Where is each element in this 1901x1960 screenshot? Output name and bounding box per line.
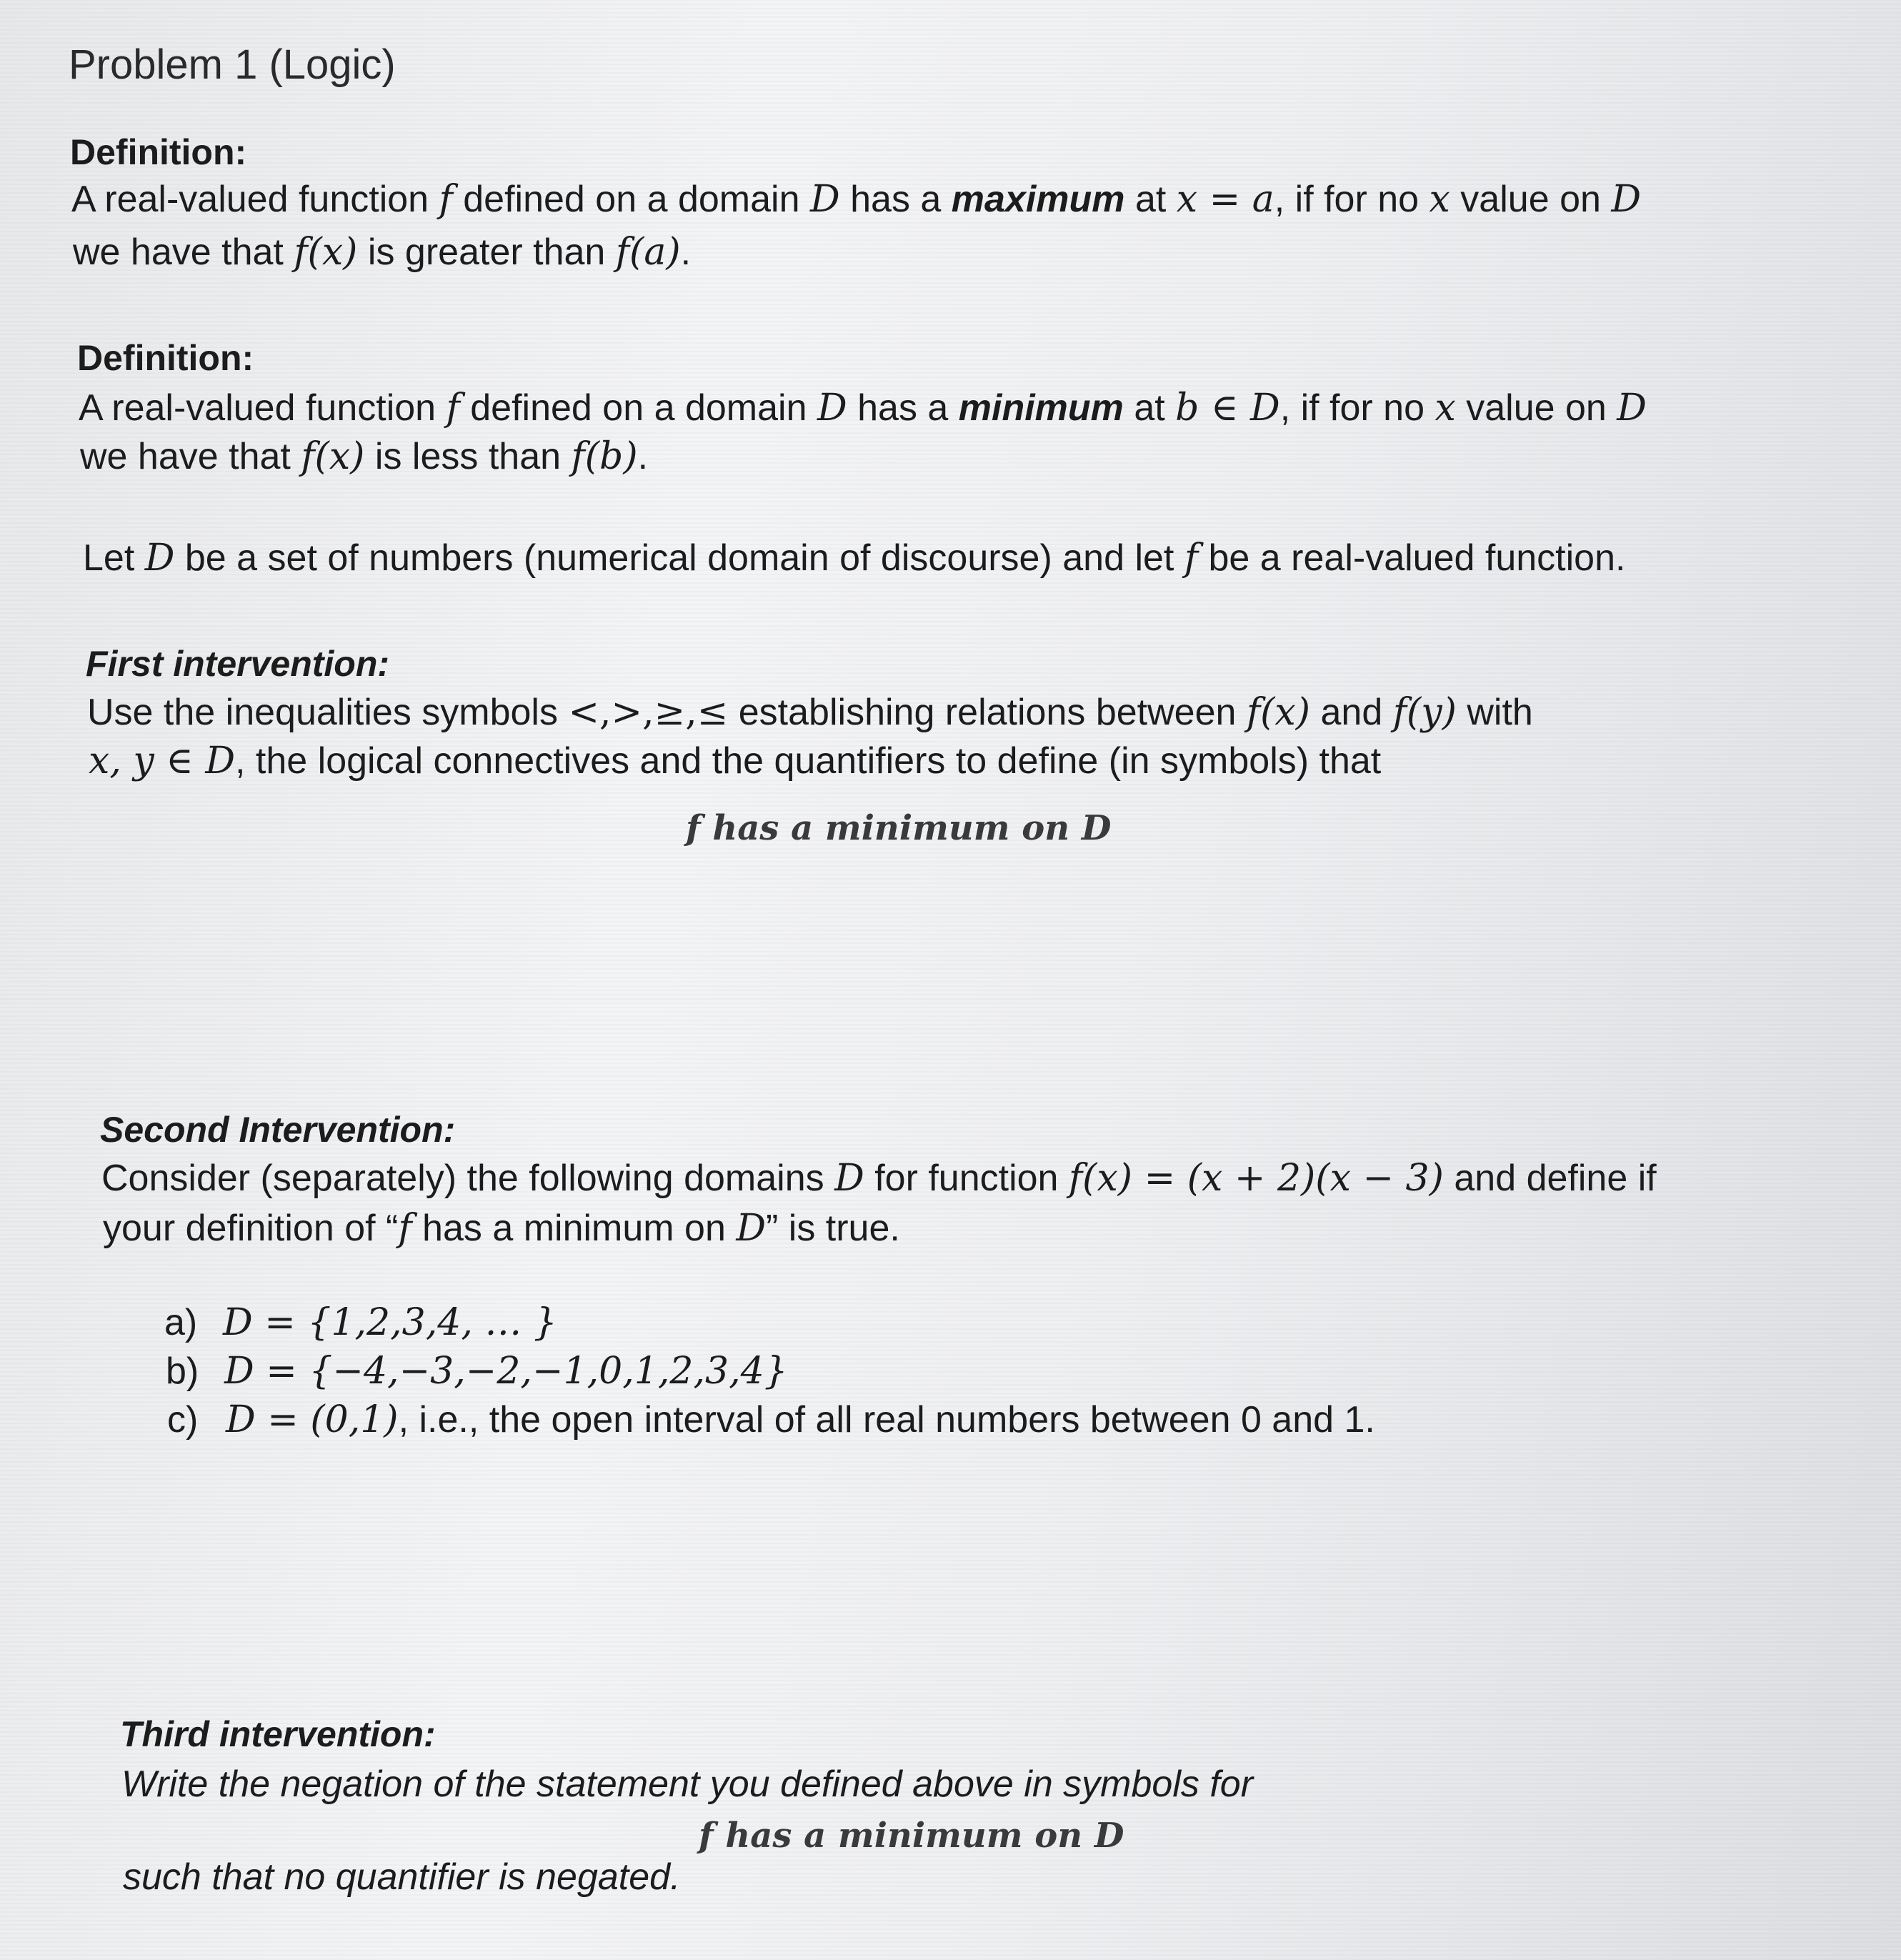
text-span: . (680, 232, 692, 273)
text-span: your definition of “ (103, 1208, 399, 1249)
second-intervention-line1 (101, 1155, 1657, 1202)
math-D: D (736, 1207, 767, 1250)
list-label: a) (164, 1302, 198, 1343)
text-span: with (1456, 692, 1533, 733)
math-D: D (817, 387, 847, 429)
definition2-line2 (80, 433, 648, 480)
list-item-a (164, 1299, 557, 1346)
math-x-y-in-D: x, y ∈ D (89, 740, 236, 782)
first-intervention-line2 (89, 737, 1381, 785)
text-span: . (637, 436, 649, 477)
definition1-line2 (73, 229, 691, 276)
math-function-definition: f(x) = (x + 2)(x − 3) (1068, 1157, 1444, 1200)
text-span: Consider (separately) the following domains (101, 1158, 835, 1199)
math-D: D (1617, 387, 1647, 429)
math-fy: f(y) (1392, 691, 1457, 734)
text-span: ” is true. (766, 1208, 900, 1249)
math-domain: D = (0,1) (226, 1398, 399, 1441)
text-span: be a real-valued function. (1198, 537, 1626, 579)
text-span: has a (839, 179, 952, 220)
list-item-b (166, 1348, 788, 1395)
inequality-symbols: <,>,≥,≤ (568, 691, 729, 734)
text-span: and (1310, 692, 1393, 733)
math-fx: f(x) (1246, 691, 1311, 734)
third-intervention-line1: Write the negation of the statement you defined above in symbols for (121, 1763, 1254, 1805)
math-fa: f(a) (615, 231, 681, 274)
math-domain: D = {−4,−3,−2,−1,0,1,2,3,4} (224, 1350, 788, 1393)
third-intervention-statement: f has a minimum on D (699, 1816, 1124, 1856)
text-span: establishing relations between (728, 692, 1247, 733)
second-intervention-line2 (103, 1205, 900, 1252)
math-f: f (398, 1207, 412, 1250)
math-x: x (1435, 387, 1456, 429)
text-span: , if for no (1274, 179, 1430, 220)
text-span: , i.e., the open interval of all real numbers between 0 and 1. (398, 1399, 1375, 1441)
math-fx: f(x) (301, 435, 365, 478)
text-span: defined on a domain (459, 387, 817, 429)
math-D: D (1611, 178, 1642, 221)
math-fb: f(b) (571, 435, 638, 478)
text-span: at (1123, 387, 1176, 429)
math-D: D (809, 178, 840, 221)
text-span: has a (847, 387, 959, 429)
text-span: Use the inequalities symbols (87, 692, 569, 733)
math-x: x (1429, 178, 1450, 221)
math-f: f (1184, 537, 1199, 579)
math-f: f (446, 387, 460, 429)
let-line (83, 534, 1625, 582)
text-span: we have that (73, 232, 294, 273)
math-f: f (439, 178, 453, 221)
list-item-c (167, 1396, 1375, 1443)
text-span: defined on a domain (452, 179, 810, 220)
definition1-heading: Definition: (70, 132, 247, 172)
math-b-in-D: b ∈ D (1175, 387, 1280, 429)
definition2-line1 (79, 384, 1647, 432)
list-label: b) (166, 1350, 199, 1392)
math-domain: D = {1,2,3,4, … } (223, 1301, 557, 1344)
definition1-line1 (71, 176, 1641, 223)
math-D: D (144, 537, 175, 579)
third-intervention-line2: such that no quantifier is negated. (123, 1856, 681, 1898)
math-D: D (834, 1157, 864, 1200)
text-span: Let (83, 537, 145, 579)
text-span: is less than (364, 436, 572, 477)
keyword-maximum: maximum (951, 179, 1125, 220)
second-intervention-heading: Second Intervention: (100, 1110, 456, 1150)
text-span: value on (1455, 387, 1617, 429)
text-span: value on (1450, 179, 1612, 220)
text-span: we have that (80, 436, 301, 477)
text-span: at (1124, 179, 1177, 220)
definition2-heading: Definition: (77, 338, 254, 378)
text-span: has a minimum on (411, 1208, 737, 1249)
first-intervention-line1 (87, 689, 1533, 736)
text-span: , if for no (1279, 387, 1435, 429)
third-intervention-heading: Third intervention: (120, 1714, 436, 1754)
first-intervention-heading: First intervention: (86, 644, 390, 684)
text-span: be a set of numbers (numerical domain of discourse) and let (174, 537, 1184, 579)
text-span: for function (864, 1158, 1069, 1199)
problem-title: Problem 1 (Logic) (69, 41, 396, 88)
text-span: A real-valued function (79, 387, 446, 429)
keyword-minimum: minimum (958, 387, 1124, 429)
first-intervention-statement: f has a minimum on D (686, 808, 1112, 848)
text-span: A real-valued function (71, 179, 439, 220)
list-label: c) (167, 1399, 199, 1441)
math-fx: f(x) (294, 231, 358, 274)
math-x-equals-a: x = a (1176, 178, 1274, 221)
text-span: is greater than (357, 232, 616, 273)
text-span: and define if (1443, 1158, 1657, 1199)
text-span: , the logical connectives and the quantifiers to define (in symbols) that (235, 740, 1382, 782)
